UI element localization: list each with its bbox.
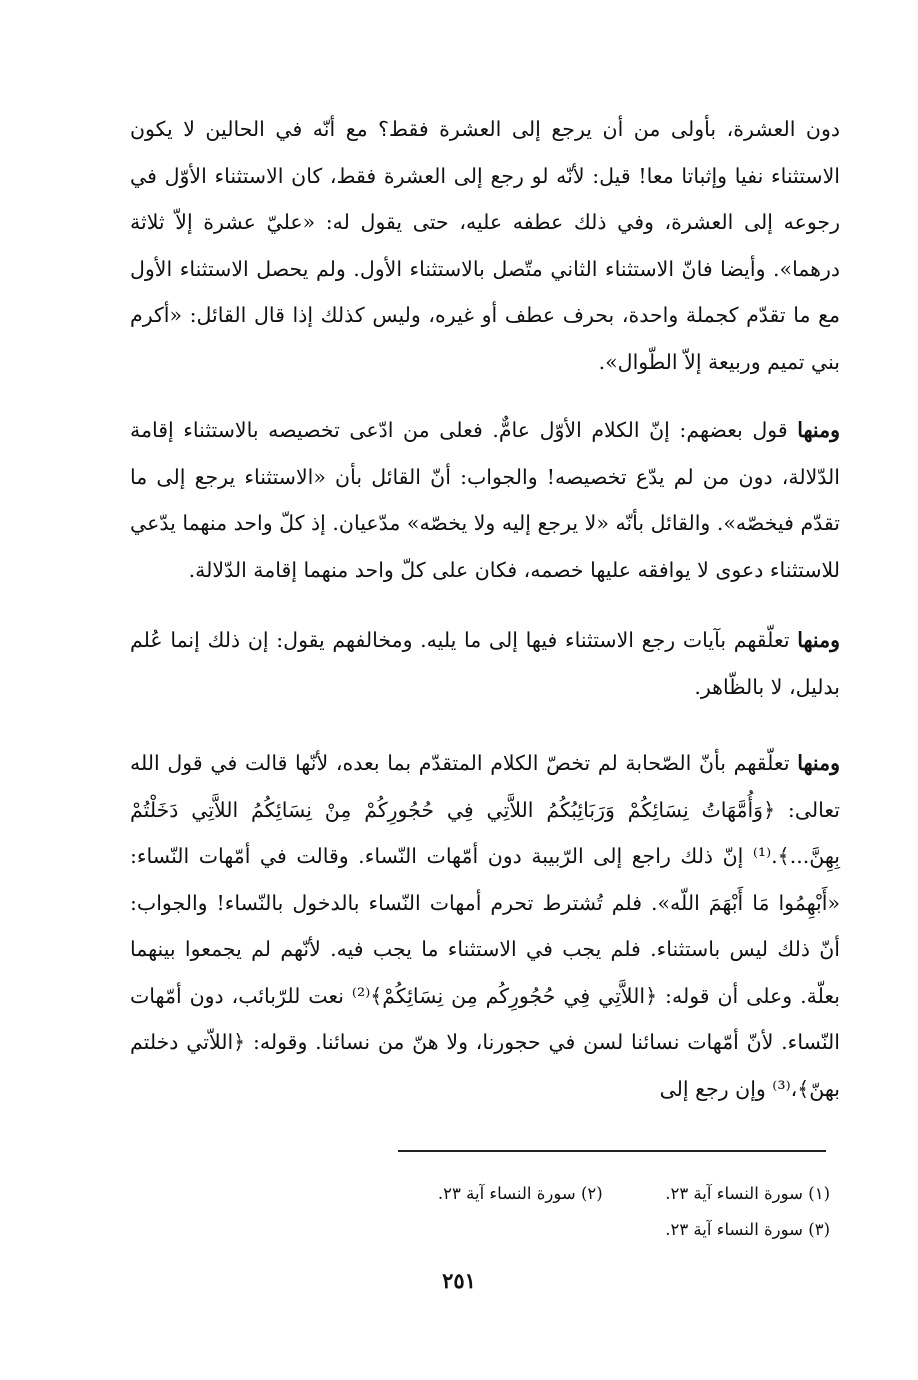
- paragraph-3-lead: ومنها: [797, 628, 840, 652]
- footnote-divider: [398, 1150, 826, 1152]
- footnote-3: (٣) سورة النساء آية ٢٣.: [665, 1220, 830, 1239]
- page-number: ٢٥١: [442, 1268, 476, 1293]
- paragraph-2-text: قول بعضهم: إنّ الكلام الأوّل عامٌّ. فعلى من ادّعى تخصيصه بالاستثناء إقامة الدّلالة، دون من لم يدّع تخصيصه! والجواب: أنّ القائل بأن «الاستثناء يرجع إلى ما تقدّم فيخصّه». والقائل بأنّه «لا يرجع إليه ولا يخصّه» مدّعيان. إذ كلّ واحد منهما يدّعي للاستثناء دعوى لا يوافقه عليها خصمه، فكان على كلّ واحد منهما إقامة الدّلالة.: [130, 418, 840, 582]
- footnote-2: (٢) سورة النساء آية ٢٣.: [437, 1184, 603, 1203]
- paragraph-2-lead: ومنها: [797, 418, 840, 442]
- paragraph-3-text: تعلّقهم بآيات رجع الاستثناء فيها إلى ما يليه. ومخالفهم يقول: إن ذلك إنما عُلم بدليل، لا بالظّاهر.: [130, 628, 840, 699]
- main-text: [130, 106, 840, 1112]
- paragraph-3: [130, 617, 840, 710]
- paragraph-4-lead: ومنها: [797, 751, 840, 775]
- footnotes: [300, 1176, 830, 1248]
- paragraph-4: [130, 740, 840, 1112]
- paragraph-2: [130, 407, 840, 593]
- footnote-row-1: [300, 1176, 830, 1212]
- paragraph-1: [130, 106, 840, 385]
- footnote-1: (١) سورة النساء آية ٢٣.: [665, 1184, 830, 1203]
- paragraph-1-text: دون العشرة، بأولى من أن يرجع إلى العشرة فقط؟ مع أنّه في الحالين لا يكون الاستثناء نفيا وإثباتا معا! قيل: لأنّه لو رجع إلى العشرة فقط، كان الاستثناء الأوّل في رجوعه إلى العشرة، وفي ذلك عطفه عليه، حتى يقول له: «عليّ عشرة إلاّ ثلاثة درهما». وأيضا فانّ الاستثناء الثاني متّصل بالاستثناء الأول. ولم يحصل الاستثناء الأول مع ما تقدّم كجملة واحدة، بحرف عطف أو غيره، وليس كذلك إذا قال القائل: «أكرم بني تميم وربيعة إلاّ الطّوال».: [130, 117, 840, 374]
- paragraph-4-text: تعلّقهم بأنّ الصّحابة لم تخصّ الكلام المتقدّم بما بعده، لأنّها قالت في قول الله تعالى: ﴿وَأُمَّهَاتُ نِسَائِكُمْ وَرَبَائِبُكُمُ اللاَّتِي فِي حُجُورِكُمْ مِنْ نِسَائِكُمُ اللاَّتِي دَخَلْتُمْ بِهِنَّ...﴾.⁽¹⁾ إنّ ذلك راجع إلى الرّبيبة دون أمّهات النّساء. وقالت في أمّهات النّساء: «أَبْهِمُوا مَا أَبْهَمَ اللّه». فلم تُشترط تحرم أمهات النّساء بالدخول بالنّساء! والجواب: أنّ ذلك ليس باستثناء. فلم يجب في الاستثناء ما يجب فيه. لأنّهم لم يجمعوا بينهما بعلّة. وعلى أن قوله: ﴿اللاَّتِي فِي حُجُورِكُم مِن نِسَائِكُمْ﴾⁽²⁾ نعت للرّبائب، دون أمّهات النّساء. لأنّ أمّهات نسائنا لسن في حجورنا، ولا هنّ من نسائنا. وقوله: ﴿اللاّتي دخلتم بهنّ﴾،⁽³⁾ وإن رجع إلى: [130, 751, 841, 1101]
- footnote-row-2: [300, 1212, 830, 1248]
